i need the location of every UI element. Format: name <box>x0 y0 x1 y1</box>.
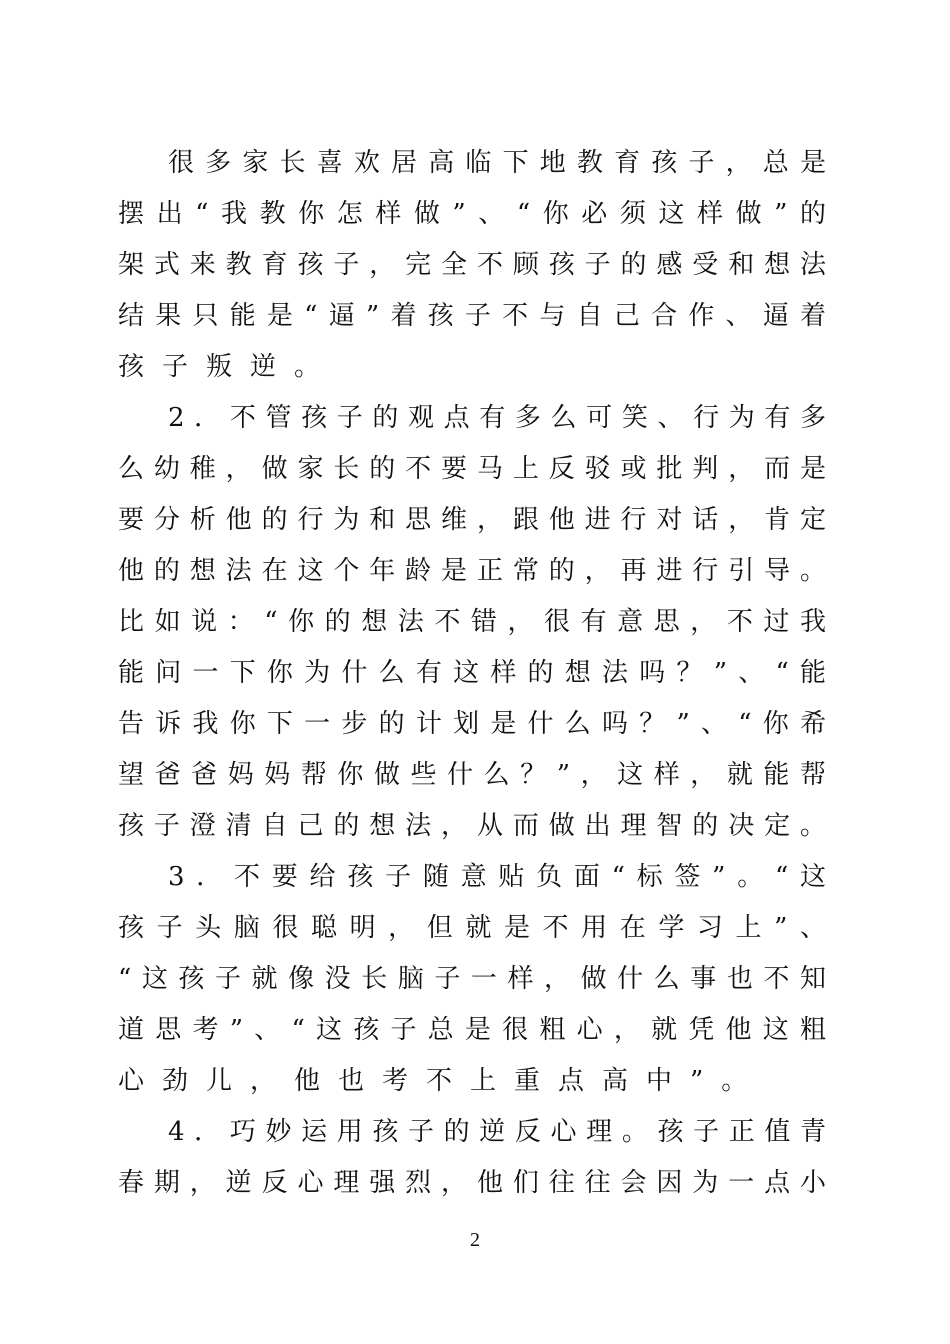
page-number: 2 <box>470 1229 480 1251</box>
text-line: 4．巧妙运用孩子的逆反心理。孩子正值青 <box>168 1117 826 1147</box>
text-line: 2．不管孩子的观点有多么可笑、行为有多 <box>168 403 826 433</box>
text-line: 心劲儿，他也考不上重点高中”。 <box>118 1066 766 1096</box>
text-line: 摆出“我教你怎样做”、“你必须这样做”的 <box>118 199 826 229</box>
text-line: 望爸爸妈妈帮你做些什么？”，这样，就能帮 <box>118 760 826 790</box>
text-line: 3．不要给孩子随意贴负面“标签”。“这 <box>168 862 826 892</box>
text-line: 孩子头脑很聪明，但就是不用在学习上”、 <box>118 913 826 943</box>
text-line: 架式来教育孩子，完全不顾孩子的感受和想法 <box>118 250 826 280</box>
text-line: 春期，逆反心理强烈，他们往往会因为一点小 <box>118 1168 826 1198</box>
text-line: “这孩子就像没长脑子一样，做什么事也不知 <box>118 964 826 994</box>
text-line: 道思考”、“这孩子总是很粗心，就凭他这粗 <box>118 1015 826 1045</box>
text-line: 很多家长喜欢居高临下地教育孩子，总是 <box>168 148 826 178</box>
text-line: 他的想法在这个年龄是正常的，再进行引导。 <box>118 556 826 586</box>
text-line: 么幼稚，做家长的不要马上反驳或批判，而是 <box>118 454 826 484</box>
text-line: 比如说：“你的想法不错，很有意思，不过我 <box>118 607 826 637</box>
text-line: 告诉我你下一步的计划是什么吗？”、“你希 <box>118 709 826 739</box>
text-line: 结果只能是“逼”着孩子不与自己合作、逼着 <box>118 301 826 331</box>
text-line: 孩子澄清自己的想法，从而做出理智的决定。 <box>118 811 826 841</box>
text-line: 要分析他的行为和思维，跟他进行对话，肯定 <box>118 505 826 535</box>
text-line: 能问一下你为什么有这样的想法吗？”、“能 <box>118 658 826 688</box>
text-line: 孩子叛逆。 <box>118 352 339 382</box>
